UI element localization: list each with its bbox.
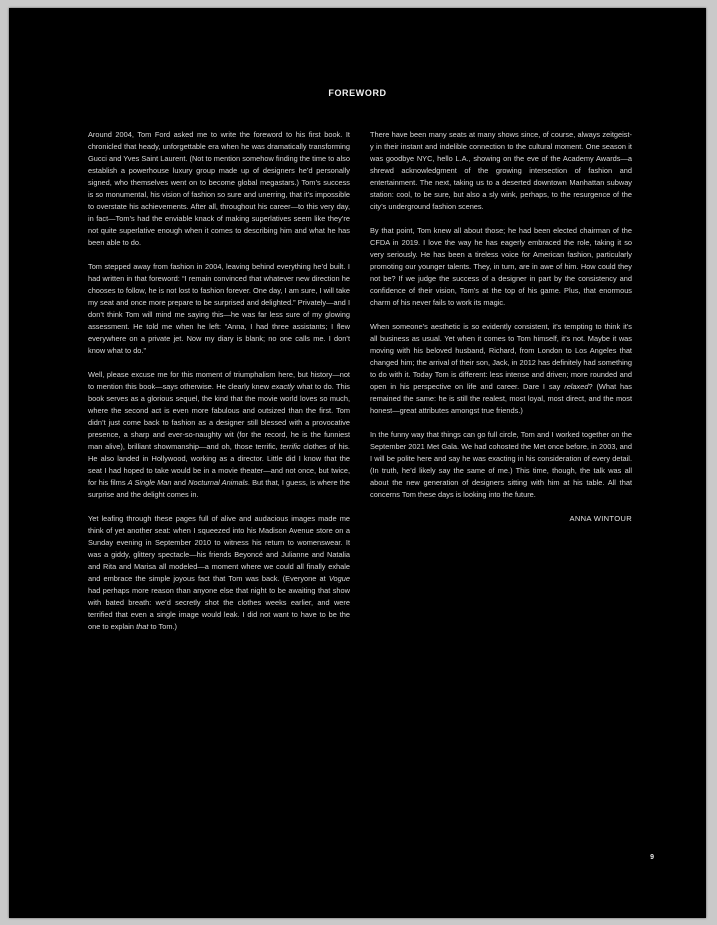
paragraph xyxy=(88,513,350,633)
text-run: When someone’s aesthetic is so evidently consistent, it’s tempting to think it’s all business as usual. Yet when it comes to Tom himself, it’s not. Maybe it was moving with his beloved husband, Richard, from London to Los Angeles that changed him; the arrival of their son, Jack, in 2012 has definitely had something to do with it. Today Tom is different: less intense and driven; more rounded and open in his perspective on life and career. Dare I say xyxy=(370,322,632,391)
text-run: There have been many seats at many shows since, of course, always zeitgeist-y in their instant and indelible connection to the cultural moment. One season it was goodbye NYC, hello L.A., showing on the eve of the Academy Awards—a shrewd acknowledgment of the growing intersection of fashion and entertainment. The next, taking us to a deserted downtown Manhattan subway station: cool, to be sure, but also a sly wink, perhaps, to the resurgence of the city’s underground fashion scenes. xyxy=(370,130,632,211)
signature: ANNA WINTOUR xyxy=(569,514,632,523)
text-run: Around 2004, Tom Ford asked me to write the foreword to his first book. It chronicled that heady, unforgettable era when he was dramatically transforming Gucci and Yves Saint Laurent. (Not to mention somehow finding the time to also establish a powerhouse luxury group made up of designers he’d personally signed, who themselves went on to become global megastars.) Tom’s success is so monumental, his vision of fashion so sure and unerring, that it’s impossible to overstate his achievements. After all, throughout his career—to this very day, in fact—Tom’s had the enviable knack of making superlatives seem like they’re not quite superlative enough when it comes to describing him and what he has been able to do. xyxy=(88,130,350,247)
text-run: had perhaps more reason than anyone else that night to be awaiting that show with bated breath: we’d secretly shot the clothes weeks earlier, and were terrified that even a single image would leak. I did not want to have to be the one to explain xyxy=(88,586,350,631)
text-run: to Tom.) xyxy=(148,622,178,631)
italic-text: relaxed xyxy=(564,382,589,391)
paragraph xyxy=(88,261,350,357)
italic-text: A Single Man xyxy=(127,478,172,487)
text-run: clothes of his. He also landed in Hollywood, working as a director. Little did I know that the seat I had hoped to take would be in a movie theater—and not once, but twice, for his films xyxy=(88,442,350,487)
paragraph xyxy=(88,129,350,249)
paragraph xyxy=(370,429,632,501)
text-run: In the funny way that things can go full circle, Tom and I worked together on the September 2021 Met Gala. We had cohosted the Met once before, in 2003, and I will be polite here and say he was exacting in his consideration of every detail. (In truth, he’d likely say the same of me.) This time, though, the talk was all about the new generation of designers sitting with him at his table. All that concerns Tom these days is looking into the future. xyxy=(370,430,632,499)
text-run: Well, please excuse me for this moment of triumphalism here, but history—not to mention this book—says otherwise. He clearly knew xyxy=(88,370,350,391)
text-run: what to do. This book serves as a glorious sequel, the kind that the movie world loves so much, where the second act is even more fabulous and outsized than the first. Tom didn’t just come back to fashion as a designer still blessed with a provocative presence, a sharp and ever-so-naughty wit (for the record, he is the funniest man alive), brilliant showmanship—and oh, those terrific, xyxy=(88,382,350,451)
right-column xyxy=(370,129,632,525)
text-run: ? (What has remained the same: he is still the realest, most loyal, most direct, and the most honest—great attributes amongst true friends.) xyxy=(370,382,632,415)
italic-text: exactly xyxy=(271,382,295,391)
text-run: By that point, Tom knew all about those; he had been elected chairman of the CFDA in 2019. I love the way he has eagerly embraced the role, taking it so very seriously. He has been a tireless voice for American fashion, particularly promoting our younger talents. They, in turn, are in awe of him. How could they not be? If we judge the success of a designer in part by the consistency and confidence of their vision, Tom’s at the top of his game. Plus, that enormous charm of his never fails to work its magic. xyxy=(370,226,632,307)
text-run: and xyxy=(171,478,189,487)
text-run: Yet leafing through these pages full of alive and audacious images made me think of yet another seat: when I squeezed into his Madison Avenue store on a Sunday evening in September 2010 to witness his return to womenswear. It was a giddy, glittery spectacle—his friends Beyoncé and Julianne and Natalia and Rita and Marisa all modeled—a moment where we could all finally exhale and embrace the simple joyous fact that Tom was back. (Everyone at xyxy=(88,514,350,583)
italic-text: Vogue xyxy=(328,574,350,583)
book-page xyxy=(9,8,706,918)
paragraph xyxy=(370,129,632,213)
italic-text: Nocturnal Animals xyxy=(188,478,248,487)
paragraph xyxy=(370,225,632,309)
paragraph xyxy=(88,369,350,501)
paragraph xyxy=(370,321,632,417)
text-run: . But that, I guess, is where the surprise and the delight comes in. xyxy=(88,478,350,499)
italic-text: terrific xyxy=(280,442,301,451)
page-number: 9 xyxy=(650,854,654,861)
italic-text: that xyxy=(136,622,149,631)
left-column xyxy=(88,129,350,645)
text-run: Tom stepped away from fashion in 2004, leaving behind everything he’d built. I had written in that foreword: “I remain convinced that whatever new direction he chooses to follow, he is not lost to fashion forever. One day, I am sure, I will take my seat and once more prepare to be surprised and delighted.” Privately—and I don’t think Tom will mind me saying this—he was far less sure of my glowing assessment. He told me when he left: “Anna, I had three assistants; I flew everywhere on a private jet. Now my diary is blank; no one calls me. I don’t know what to do.” xyxy=(88,262,350,355)
page-title: FOREWORD xyxy=(328,88,387,98)
